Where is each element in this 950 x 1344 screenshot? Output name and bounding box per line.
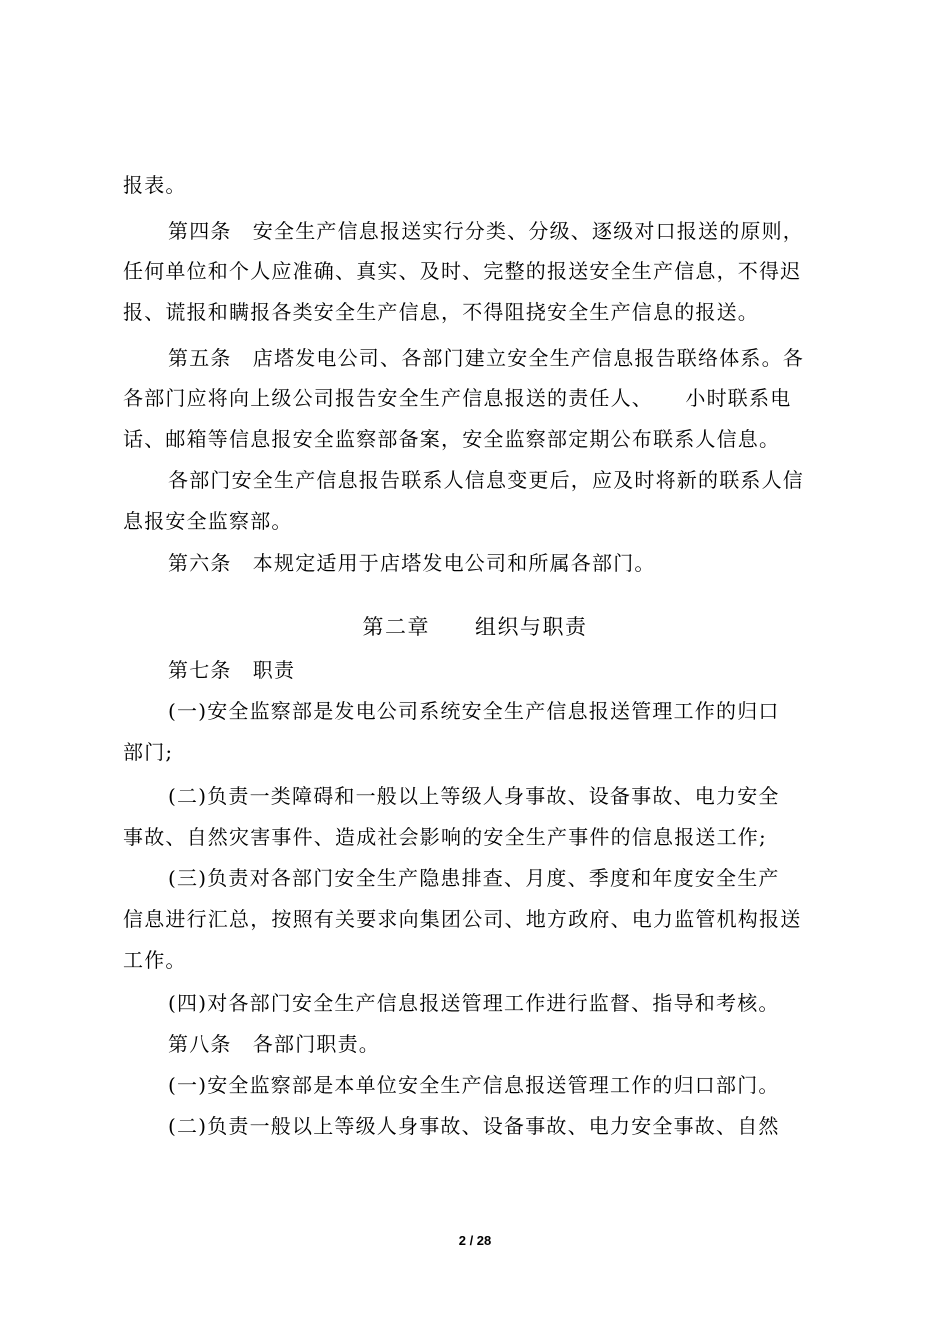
text-line: 第四条 安全生产信息报送实行分类、分级、逐级对口报送的原则，: [168, 219, 804, 243]
text-line: (二)负责一般以上等级人身事故、设备事故、电力安全事故、自然: [168, 1114, 780, 1138]
text-line: 事故、自然灾害事件、造成社会影响的安全生产事件的信息报送工作;: [123, 825, 767, 849]
text-line: (一)安全监察部是本单位安全生产信息报送管理工作的归口部门。: [168, 1073, 780, 1097]
text-line: 部门;: [123, 740, 174, 764]
text-line: (一)安全监察部是发电公司系统安全生产信息报送管理工作的归口: [168, 699, 780, 723]
text-line: 第八条 各部门职责。: [168, 1032, 380, 1056]
text-line: (四)对各部门安全生产信息报送管理工作进行监督、指导和考核。: [168, 991, 780, 1015]
text-line: (三)负责对各部门安全生产隐患排查、月度、季度和年度安全生产: [168, 866, 780, 890]
text-line: 第六条 本规定适用于店塔发电公司和所属各部门。: [168, 551, 656, 575]
text-line: 信息进行汇总，按照有关要求向集团公司、地方政府、电力监管机构报送: [123, 907, 802, 931]
text-line: 第五条 店塔发电公司、各部门建立安全生产信息报告联络体系。各: [168, 346, 804, 370]
text-line: 任何单位和个人应准确、真实、及时、完整的报送安全生产信息，不得迟: [123, 259, 802, 283]
text-line: 各部门安全生产信息报告联系人信息变更后，应及时将新的联系人信: [168, 468, 804, 492]
chapter-heading: 第二章 组织与职责: [362, 615, 588, 639]
text-line: (二)负责一类障碍和一般以上等级人身事故、设备事故、电力安全: [168, 784, 780, 808]
text-line: 各部门应将向上级公司报告安全生产信息报送的责任人、 小时联系电: [123, 386, 792, 410]
text-line: 话、邮箱等信息报安全监察部备案，安全监察部定期公布联系人信息。: [123, 427, 781, 451]
text-line: 报表。: [123, 173, 187, 197]
text-line: 报、谎报和瞒报各类安全生产信息，不得阻挠安全生产信息的报送。: [123, 300, 759, 324]
text-line: 工作。: [123, 948, 187, 972]
page-number: 2 / 28: [458, 1233, 492, 1248]
text-line: 息报安全监察部。: [123, 509, 293, 533]
text-line: 第七条 职责: [168, 658, 296, 682]
